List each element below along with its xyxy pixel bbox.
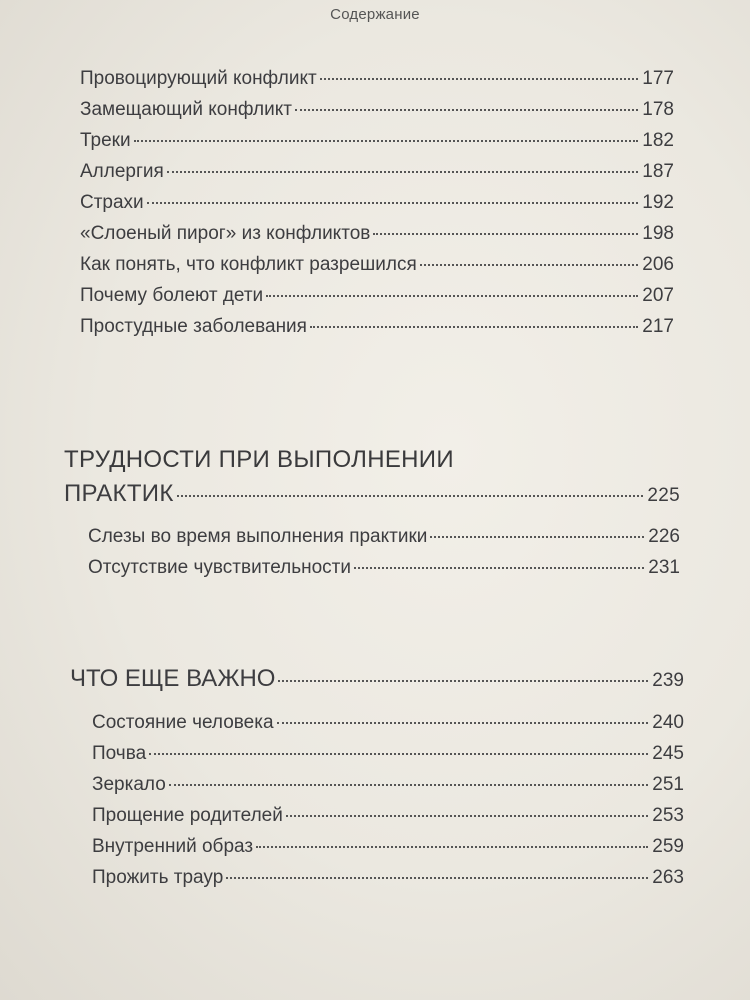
toc-entry-page: 240 — [652, 712, 684, 733]
leader-dots — [310, 326, 638, 328]
chapter-title-line2 — [64, 477, 680, 511]
toc-entry-title: Почва — [92, 743, 147, 764]
toc-entry-page: 178 — [642, 99, 674, 120]
toc-entry-page: 198 — [642, 223, 674, 244]
toc-entry-title: «Слоеный пирог» из конфликтов — [80, 223, 371, 244]
leader-dots — [430, 536, 644, 538]
leader-dots — [147, 202, 639, 204]
running-head: Содержание — [330, 6, 420, 23]
toc-entry-title: Простудные заболевания — [80, 316, 307, 337]
toc-entry-page: 206 — [642, 254, 674, 275]
toc-entry — [92, 831, 684, 862]
toc-entry — [88, 552, 680, 583]
toc-entry-page: 253 — [652, 805, 684, 826]
toc-section-3 — [92, 707, 684, 893]
toc-entry-page: 251 — [652, 774, 684, 795]
leader-dots — [278, 680, 648, 682]
leader-dots — [256, 846, 648, 848]
toc-entry-title: Отсутствие чувствительности — [88, 557, 351, 578]
toc-entry — [80, 280, 674, 311]
toc-entry-page: 245 — [652, 743, 684, 764]
toc-entry-title: Как понять, что конфликт разрешился — [80, 254, 417, 275]
toc-entry-page: 263 — [652, 867, 684, 888]
chapter-title-text: ПРАКТИК — [64, 480, 174, 507]
chapter-title-line — [70, 662, 684, 696]
toc-entry — [92, 800, 684, 831]
chapter-title-text: ЧТО ЕЩЕ ВАЖНО — [70, 665, 276, 692]
toc-entry-page: 207 — [642, 285, 674, 306]
toc-entry-page: 226 — [648, 526, 680, 547]
toc-entry-page: 177 — [642, 68, 674, 89]
leader-dots — [177, 495, 644, 497]
toc-entry — [80, 156, 674, 187]
toc-entry — [80, 187, 674, 218]
leader-dots — [277, 722, 649, 724]
chapter-page: 225 — [647, 485, 680, 506]
toc-entry-title: Внутренний образ — [92, 836, 254, 857]
toc-entry-title: Слезы во время выполнения практики — [88, 526, 428, 547]
toc-entry — [80, 311, 674, 342]
leader-dots — [420, 264, 639, 266]
chapter-heading-important — [70, 662, 684, 696]
toc-entry-title: Зеркало — [92, 774, 166, 795]
leader-dots — [169, 784, 649, 786]
toc-entry-page: 192 — [642, 192, 674, 213]
leader-dots — [286, 815, 648, 817]
toc-entry — [80, 218, 674, 249]
toc-entry-page: 259 — [652, 836, 684, 857]
chapter-heading-difficulties — [64, 443, 680, 511]
leader-dots — [354, 567, 644, 569]
toc-section-2 — [88, 521, 680, 583]
chapter-page: 239 — [652, 670, 684, 691]
leader-dots — [167, 171, 638, 173]
toc-entry-page: 231 — [648, 557, 680, 578]
toc-entry — [92, 862, 684, 893]
leader-dots — [266, 295, 638, 297]
toc-entry-title: Замещающий конфликт — [80, 99, 292, 120]
toc-entry-page: 217 — [642, 316, 674, 337]
toc-entry-title: Почему болеют дети — [80, 285, 264, 306]
toc-entry-page: 182 — [642, 130, 674, 151]
toc-entry-page: 187 — [642, 161, 674, 182]
toc-entry-title: Страхи — [80, 192, 144, 213]
toc-entry — [88, 521, 680, 552]
toc-entry-title: Аллергия — [80, 161, 164, 182]
toc-entry — [92, 738, 684, 769]
leader-dots — [134, 140, 639, 142]
toc-entry — [92, 707, 684, 738]
chapter-title-line1: ТРУДНОСТИ ПРИ ВЫПОЛНЕНИИ — [64, 446, 454, 473]
toc-entry — [80, 63, 674, 94]
leader-dots — [295, 109, 638, 111]
toc-section-1 — [80, 63, 674, 342]
leader-dots — [373, 233, 638, 235]
toc-entry-title: Провоцирующий конфликт — [80, 68, 317, 89]
toc-entry — [80, 249, 674, 280]
toc-entry — [92, 769, 684, 800]
toc-entry-title: Треки — [80, 130, 131, 151]
leader-dots — [149, 753, 648, 755]
toc-entry — [80, 94, 674, 125]
leader-dots — [320, 78, 639, 80]
toc-entry — [80, 125, 674, 156]
toc-entry-title: Состояние человека — [92, 712, 274, 733]
leader-dots — [226, 877, 648, 879]
toc-entry-title: Прожить траур — [92, 867, 224, 888]
toc-entry-title: Прощение родителей — [92, 805, 283, 826]
